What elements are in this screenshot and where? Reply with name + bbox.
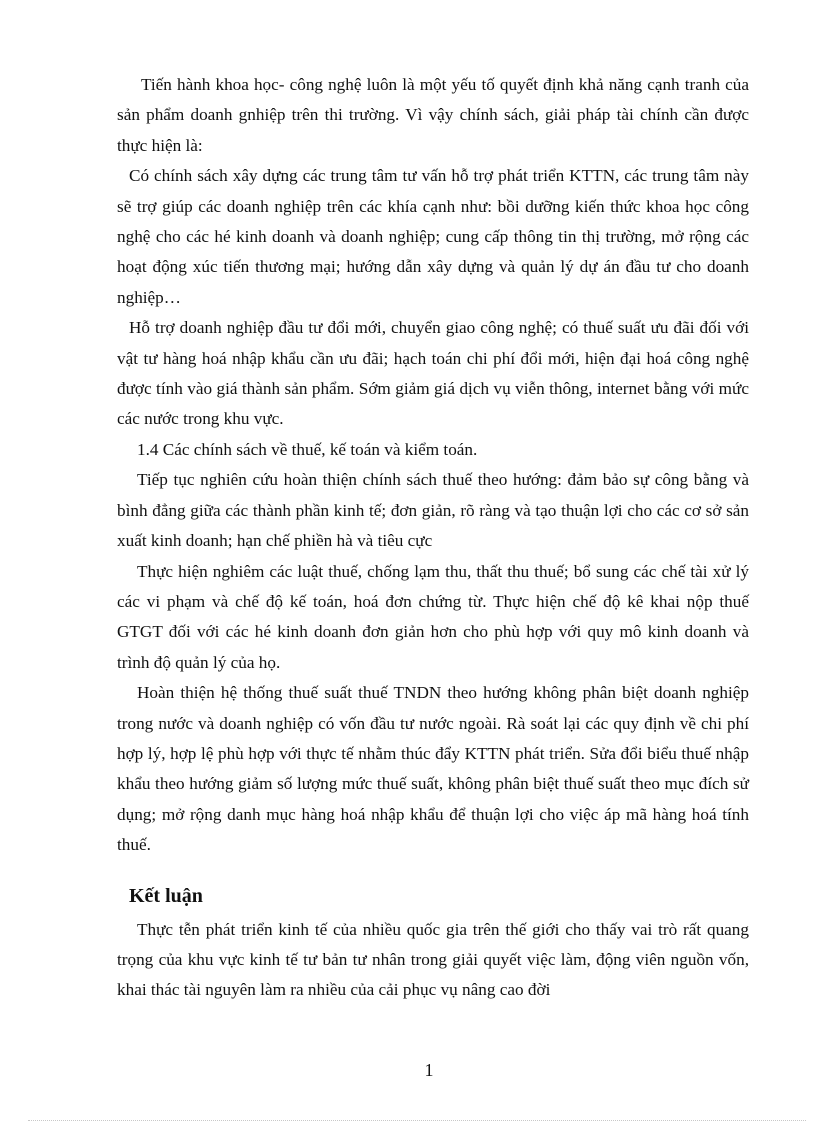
- page-number: 1: [424, 1060, 434, 1080]
- section-heading-1-4: [117, 435, 749, 465]
- paragraph-tax-policy-research: Tiếp tục nghiên cứu hoàn thiện chính sách thuế theo hướng: đảm bảo sự công bằng và bình đẳng giữa các thành phần kinh tế; đơn giản, rõ ràng và tạo thuận lợi cho các cơ sở sản xuất kinh doanh; hạn chế phiền hà và tiêu cực: [117, 470, 749, 551]
- document-body: [117, 70, 749, 1006]
- paragraph-tech-competitiveness: Tiến hành khoa học- công nghệ luôn là một yếu tố quyết định khả năng cạnh tranh của sản phẩm doanh gnhiệp trên thi trường. Vì vậy chính sách, giải pháp tài chính cần được thực hiện là:: [117, 75, 749, 155]
- footer-divider: [28, 1120, 806, 1121]
- paragraph-conclusion: Thực tễn phát triển kinh tế của nhiều quốc gia trên thế giới cho thấy vai trò rất quang trọng của khu vực kinh tế tư bản tư nhân trong giải quyết việc làm, động viên nguồn vốn, khai thác tài nguyên làm ra nhiều của cải phục vụ nâng cao đời: [117, 919, 749, 1000]
- paragraph-tech-investment-support: Hỗ trợ doanh nghiệp đầu tư đổi mới, chuyển giao công nghệ; có thuế suất ưu đãi đối với vật tư hàng hoá nhập khẩu cần ưu đãi; hạch toán chi phí đổi mới, hiện đại hoá công nghệ được tính vào giá thành sản phẩm. Sớm giảm giá dịch vụ viễn thông, internet bằng với mức các nước trong khu vực.: [117, 318, 749, 429]
- paragraph-consulting-centers: Có chính sách xây dựng các trung tâm tư vấn hỗ trợ phát triển KTTN, các trung tâm này sẽ trợ giúp các doanh nghiệp trên các khía cạnh như: bồi dưỡng kiến thức khoa học công nghệ cho các hé kinh doanh và doanh nghiệp; cung cấp thông tin thị trường, mở rộng các hoạt động xúc tiến thương mại; hướng dẫn xây dựng và quản lý dự án đầu tư cho doanh nghiệp…: [117, 166, 749, 307]
- section-title: Các chính sách về thuế, kế toán và kiểm toán.: [162, 439, 478, 459]
- paragraph-tax-law-enforcement: Thực hiện nghiêm các luật thuế, chống lạm thu, thất thu thuế; bổ sung các chế tài xử lý các vi phạm và chế độ kế toán, hoá đơn chứng từ. Thực hiện chế độ kê khai nộp thuế GTGT đối với các hé kinh doanh đơn giản hơn cho phù hợp với quy mô kinh doanh và trình độ quản lý của họ.: [117, 561, 749, 672]
- section-number: 1.4: [137, 439, 159, 459]
- paragraph-corporate-tax-reform: Hoàn thiện hệ thống thuế suất thuế TNDN theo hướng không phân biệt doanh nghiệp trong nước và doanh nghiệp có vốn đầu tư nước ngoài. Rà soát lại các quy định về chi phí hợp lý, hợp lệ phù hợp với thực tế nhằm thúc đẩy KTTN phát triển. Sửa đổi biểu thuế nhập khẩu theo hướng giảm số lượng mức thuế suất, không phân biệt thuế suất theo mục đích sử dụng; mở rộng danh mục hàng hoá nhập khẩu để thuận lợi cho việc áp mã hàng hoá tính thuế.: [117, 683, 749, 855]
- conclusion-heading: Kết luận: [129, 884, 203, 907]
